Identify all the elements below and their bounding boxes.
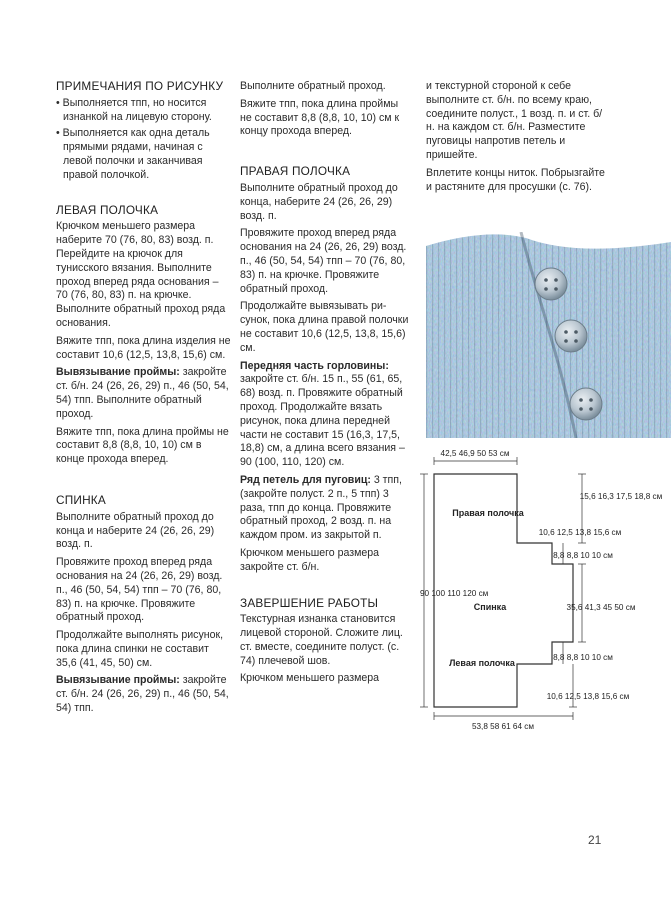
button-icon: [535, 268, 567, 300]
schematic-diagram: [412, 446, 671, 740]
col2-top-para-1: Выполните обратный проход.: [240, 80, 386, 92]
back-para-2: Провяжите проход вперед ряда основания на 24 (26, 26, 29) возд. п., 46 (50, 54, 54) тпп – 70 (76, 80, 83) п. на крючке. Провяжите обратный проход.: [56, 556, 223, 624]
col3-para-1: и текстурной стороной к себе выполните ст. б/н. по всему краю, соедините полуст., 1 возд. п. и ст. б/н. на каждом ст. б/н. Разместите пуговицы напротив петель и пришейте.: [426, 80, 603, 161]
button-icon: [555, 320, 587, 352]
left-armhole-text: закройте ст. б/н. 24 (26, 26, 29) п., 46 (50, 54, 54) тпп. Выполните обратный проход.: [56, 366, 229, 420]
right-front-heading: ПРАВАЯ ПОЛОЧКА: [240, 164, 351, 179]
top-width-label: 42,5 46,9 50 53 см: [440, 449, 510, 458]
notes-heading: ПРИМЕЧАНИЯ ПО РИСУНКУ: [56, 79, 224, 93]
crochet-para: Крючком меньшего размера закройте ст. б/н.: [240, 546, 380, 573]
right-front-para-3: Продолжайте вывязывать рисунок, пока длина правой полочки не составит 10,6 (12,5, 13,8, 15,6) см.: [240, 300, 409, 354]
left-armhole-para: [56, 366, 232, 421]
right-front-para-2: Провяжите проход вперед ряда основания на 24 (26, 26, 29) возд. п., 46 (50, 54, 54) тпп – 70 (76, 80, 83) п. на крючке. Провяжите обратный проход.: [240, 227, 407, 295]
col3-para-2: Вплетите концы ниток. Побрызгайте и растяните для просушки (с. 76).: [426, 166, 605, 193]
neck-subheading: Передняя часть горловины:: [240, 359, 389, 372]
back-width-label: 35,6 41,3 45 50 см: [566, 603, 636, 612]
back-label: Спинка: [473, 602, 507, 612]
neck-depth-label: 15,6 16,3 17,5 18,8 см: [579, 492, 663, 501]
left-front-heading: ЛЕВАЯ ПОЛОЧКА: [56, 202, 159, 217]
column-2: [240, 80, 410, 690]
note-bullet-2: • Выполняется как одна деталь прямыми рядами, начиная с левой полочки и заканчивая правой полочкой.: [56, 127, 210, 181]
buttonhole-text: 3 тпп, (закройте полуст. 2 п., 5 тпп) 3 раза, тпп до конца. Провяжите обратный проход, 2 возд. п. на каждом пром. из закрытой п.: [240, 473, 402, 542]
note-bullet-1: • Выполняется тпп, но носится изнанкой на лицевую сторону.: [56, 96, 212, 123]
column-3: [426, 80, 606, 198]
lower-armhole-label: 8,8 8,8 10 10 см: [553, 653, 613, 662]
finishing-para-2: Крючком меньшего размера: [240, 672, 380, 685]
left-front-para-1: Крючком меньшего размера наберите 70 (76, 80, 83) возд. п. Перейдите на крючок для тунисского вязания. Выполните проход вперед ряда основания – 70 (76, 80, 83) п. на крючке. Выполните обратный проход ряда основания.: [56, 220, 226, 329]
bottom-width-label: 53,8 58 61 64 см: [471, 722, 535, 731]
finishing-para-1: Текстурная изнанка становится лицевой стороной. Сложите лиц. ст. вместе, соедините полуст. (с. 74) плечевой шов.: [240, 613, 403, 667]
col2-top-para-2: Вяжите тпп, пока длина проймы не составит 8,8 (8,8, 10, 10) см к концу прохода вперед.: [240, 97, 400, 138]
upper-front-width-label: 10,6 12,5 13,8 15,6 см: [538, 528, 622, 537]
knitted-fabric-photo: [426, 232, 671, 438]
total-length-label: 90 100 110 120 см: [420, 589, 489, 598]
back-para-1: Выполните обратный проход до конца и наберите 24 (26, 26, 29) возд. п.: [56, 510, 215, 551]
neck-para: [240, 360, 410, 470]
back-para-3: Продолжайте выполнять рисунок, пока длина спинки не составит 35,6 (41, 45, 50) см.: [56, 629, 224, 669]
knitted-fabric-with-buttons-icon: [426, 232, 671, 438]
button-icon: [570, 388, 602, 420]
lower-front-width-label: 10,6 12,5 13,8 15,6 см: [546, 692, 630, 701]
left-front-para-2: Вяжите тпп, пока длина изделия не составит 10,6 (12,5, 13,8, 15,6) см.: [56, 334, 231, 361]
back-armhole-text: закройте ст. б/н. 24 (26, 26, 29) п., 46 (50, 54, 54) тпп.: [56, 674, 229, 715]
upper-armhole-label: 8,8 8,8 10 10 см: [553, 551, 613, 560]
page-number: 21: [588, 833, 602, 847]
left-front-label: Левая полочка: [449, 658, 515, 668]
left-armhole-subheading: Вывязывание проймы:: [56, 366, 180, 379]
finishing-heading: ЗАВЕРШЕНИЕ РАБОТЫ: [240, 595, 379, 610]
column-1: [56, 80, 232, 720]
back-heading: СПИНКА: [56, 492, 106, 507]
buttonhole-para: [240, 474, 410, 543]
left-front-after-para: Вяжите тпп, пока длина проймы не составит 8,8 (8,8, 10, 10) см в конце прохода вперед.: [56, 425, 229, 466]
back-armhole-subheading: Вывязывание проймы:: [56, 674, 180, 687]
buttonhole-subheading: Ряд петель для пуговиц:: [240, 473, 371, 486]
neck-text: закройте ст. б/н. 15 п., 55 (61, 65, 68) возд. п. Провяжите обратный проход. Продолжайте вязать рисунок, пока длина передней части не составит 15 (16,3, 17,5, 18,8) см, а длина всего вязания – 90 (100, 110, 120) см.: [240, 373, 405, 469]
right-front-para-1: Выполните обратный проход до конца, наберите 24 (26, 26, 29) возд. п.: [240, 181, 398, 222]
right-front-label: Правая полочка: [452, 508, 524, 518]
back-armhole-para: [56, 674, 232, 715]
